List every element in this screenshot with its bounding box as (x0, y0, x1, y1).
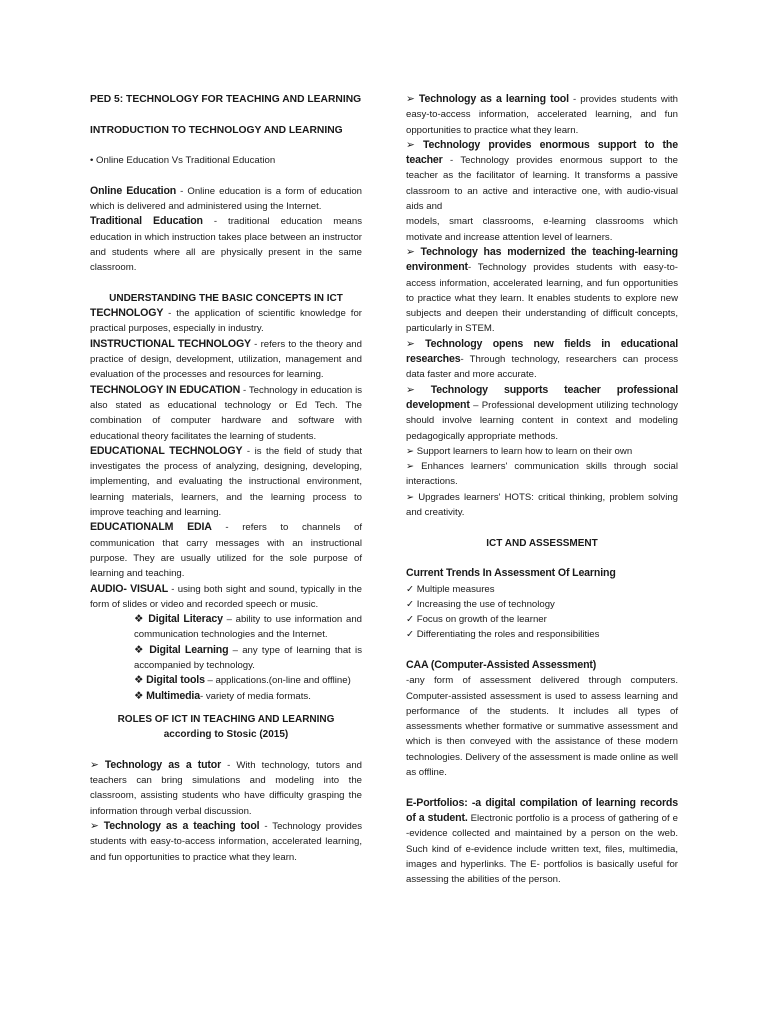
text-technology: - the application of scientific knowledge for practical purposes, especially in industry. (90, 308, 362, 335)
concepts-heading: UNDERSTANDING THE BASIC CONCEPTS IN ICT (109, 292, 343, 304)
term-digital-literacy: ❖ Digital Literacy (134, 613, 223, 626)
term-learning-tool: ➢ Technology as a learning tool (406, 93, 569, 105)
text-e-portfolio: Electronic portfolio is a process of gathering of e -evidence collected and maintained by a person on the web. Such kind of e-evidence include written text, files, multimedia, images and hyperlinks. The E- portfolios is basically useful for assessing the abilities of the person. (406, 812, 678, 886)
definition-tech-in-education (90, 383, 362, 444)
term-research: ➢ Technology opens new fields in educational researches (406, 337, 678, 366)
text-multimedia: - variety of media formats. (199, 690, 311, 702)
text-traditional: - traditional education means education in which instruction takes place between an instructor and students where all are physically present in the same classroom. (90, 216, 363, 274)
definition-edtech (90, 444, 362, 520)
role-research (406, 337, 678, 383)
definition-instructional (90, 337, 362, 383)
trend-item: ✓ Multiple measures (406, 583, 495, 595)
definition-digital-tools (90, 673, 362, 688)
term-e-portfolio: E-Portfolios: -a digital compilation of learning records of a student. (406, 796, 678, 824)
bullet-item: • Online Education Vs Traditional Education (90, 155, 276, 167)
trend-item: ✓ Focus on growth of the learner (406, 614, 547, 626)
term-tutor: ➢ Technology as a tutor (90, 758, 222, 771)
definition-traditional (90, 214, 362, 275)
term-online: Online Education (90, 184, 177, 197)
text-learning-tool: - provides students with easy-to-access information, accelerated learning, and fun opportunities to practice what they learn. (406, 94, 678, 136)
term-technology: TECHNOLOGY (90, 307, 164, 320)
role-support-teacher (406, 138, 678, 214)
ict-assessment-heading: ICT AND ASSESSMENT (486, 537, 598, 549)
text-media: - refers to channels of communication that carry messages with an instructional purpose. They are usually utilized for the sole purpose of learning and teaching. (90, 522, 362, 580)
role-learning-tool (406, 92, 678, 138)
e-portfolio (406, 796, 678, 888)
text-edtech: - is the field of study that investigates the process of analyzing, designing, developing, implementing, and evaluating the instructional environment, learning materials, learners, and the learning process to improve teaching and learning. (90, 445, 362, 519)
term-audio-visual: AUDIO- VISUAL (90, 582, 169, 595)
document-title: PED 5: TECHNOLOGY FOR TEACHING AND LEARNING (90, 94, 362, 105)
definition-online (90, 184, 362, 215)
term-digital-learning: ❖ Digital Learning (134, 643, 229, 656)
text-digital-learning: – any type of learning that is accompanied by technology. (134, 644, 362, 671)
text-audio-visual: - using both sight and sound, typically in the form of slides or video and recorded speech or music. (90, 583, 362, 610)
role-support-teacher-cont: models, smart classrooms, e-learning classrooms which motivate and increase attention level of learners. (406, 216, 678, 243)
trend-item: ✓ Differentiating the roles and responsibilities (406, 629, 600, 641)
term-teaching-tool: ➢ Technology as a teaching tool (90, 819, 260, 832)
roles-heading-line1: ROLES OF ICT IN TEACHING AND LEARNING (117, 713, 335, 725)
term-professional-dev: ➢ Technology supports teacher professional development (406, 383, 678, 411)
text-digital-tools: – applications.(on-line and offline) (204, 675, 351, 687)
definition-audio-visual (90, 582, 362, 613)
definition-technology (90, 306, 362, 337)
sub-item: ➢ Support learners to learn how to learn on their own (406, 445, 633, 457)
definition-digital-learning (90, 643, 362, 674)
text-tech-in-education: - Technology in education is also stated as educational technology or Ed Tech. The combination of computer hardware and software with educational theory facilitates the learning of students. (90, 384, 362, 442)
text-teaching-tool: - Technology provides students with easy-to-access information, accelerated learning, and fun opportunities to practice what they learn. (90, 820, 362, 863)
role-tutor (90, 758, 362, 819)
text-digital-literacy: – ability to use information and communication technologies and the Internet. (134, 614, 362, 641)
term-instructional: INSTRUCTIONAL TECHNOLOGY (90, 337, 251, 350)
left-column (90, 92, 362, 865)
sub-item: ➢ Enhances learners' communication skills through social interactions. (406, 461, 678, 488)
text-support-teacher: - Technology provides enormous support to the teacher as the facilitator of learning. It transforms a passive classroom to an active and interactive one, with audio-visual aids and (406, 155, 678, 213)
definition-media (90, 520, 362, 581)
term-digital-tools: ❖ Digital tools (134, 674, 205, 687)
term-media: EDUCATIONALM EDIA (90, 521, 212, 534)
role-professional-dev (406, 383, 678, 444)
right-column (406, 92, 678, 887)
trend-item: ✓ Increasing the use of technology (406, 598, 555, 610)
sub-item: ➢ Upgrades learners' HOTS: critical thinking, problem solving and creativity. (406, 491, 678, 519)
term-support-teacher: ➢ Technology provides enormous support to the teacher (406, 138, 678, 167)
role-teaching-tool (90, 819, 362, 865)
text-research: - Through technology, researchers can process data faster and more accurate. (406, 354, 678, 381)
term-traditional: Traditional Education (90, 215, 203, 228)
trends-heading: Current Trends In Assessment Of Learning (406, 567, 616, 580)
text-online: - Online education is a form of education which is delivered and administered using the Internet. (90, 185, 362, 213)
term-multimedia: ❖ Multimedia (134, 689, 200, 702)
term-modernized: ➢ Technology has modernized the teaching-learning environment (406, 245, 678, 274)
term-edtech: EDUCATIONAL TECHNOLOGY (90, 444, 243, 457)
intro-heading: INTRODUCTION TO TECHNOLOGY AND LEARNING (90, 124, 343, 136)
caa-text: -any form of assessment delivered through computers. Computer-assisted assessment is used to assess learning and performance of the students. It includes all types of assessments whether formative or summative assessment and which is then conveyed with the assistance of these modern technologies. Delivery of the assessment is made online as well as offline. (406, 675, 678, 779)
text-professional-dev: – Professional development utilizing technology should involve learning content in context and modeling pedagogically appropriate methods. (406, 399, 678, 442)
text-modernized: - Technology provides students with easy-to-access information, accelerated learning, and fun opportunities to practice what they learn. It enables students to explore new subjects and deepen their understanding of difficult concepts, particularly in STEM. (406, 262, 678, 335)
caa-heading: CAA (Computer-Assisted Assessment) (406, 658, 597, 671)
text-tutor: - With technology, tutors and teachers can bring simulations and modeling into the classroom, assisting students who have difficulty grasping the information through verbal discussion. (90, 759, 362, 817)
definition-digital-literacy (90, 612, 362, 643)
term-tech-in-education: TECHNOLOGY IN EDUCATION (90, 383, 241, 396)
role-modernized (406, 245, 678, 337)
text-instructional: - refers to the theory and practice of design, development, utilization, management and evaluation of the processes and resources for learning. (90, 338, 362, 381)
roles-heading-line2: according to Stosic (2015) (163, 729, 289, 741)
definition-multimedia (90, 689, 362, 704)
